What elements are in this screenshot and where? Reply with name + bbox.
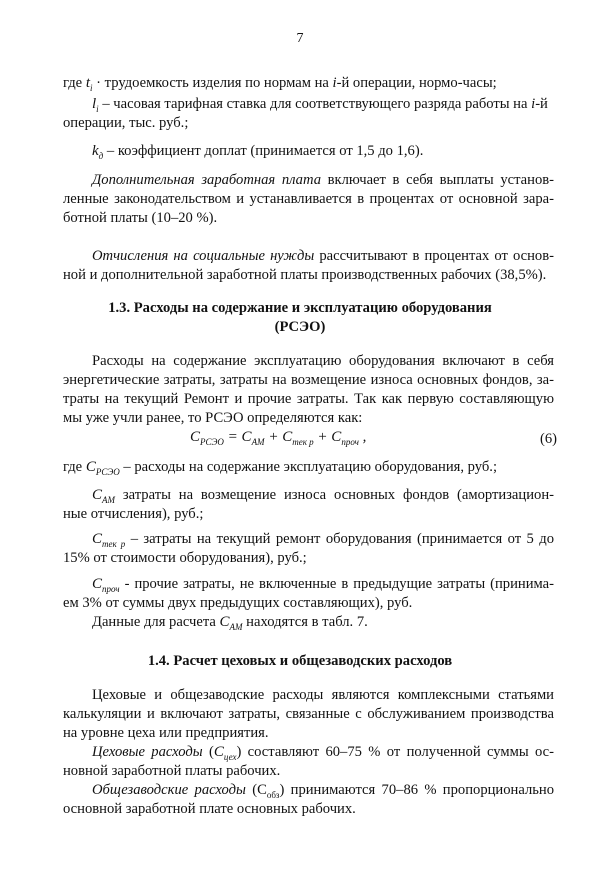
- section-heading-1-3: 1.3. Расходы на содержание и эксплуатацию оборудования: [108, 300, 492, 316]
- section-heading-1-3-cont: (РСЭО): [274, 319, 326, 335]
- para-otch-line2: ной и дополнительной заработной платы производственных рабочих (38,5%).: [63, 267, 547, 283]
- definition-t: где $t_i$ · трудоемкость изделия по нормам на i-й операции, нормо-часы;: [63, 75, 497, 93]
- definition-am-cont: ные отчисления), руб.;: [63, 506, 204, 522]
- definition-tek: $C_{тек р}$ – затраты на текущий ремонт оборудования (принимается от 5 до: [92, 531, 554, 549]
- para-ceh-line2: калькуляции и включают затраты, связанные с обслуживанием производства: [63, 706, 554, 722]
- definition-proch-cont: ем 3% от суммы двух предыдущих составляющих), руб.: [63, 595, 413, 611]
- para-ceh-line3: на уровне цеха или предприятия.: [63, 725, 269, 741]
- definition-rseo: где $C_{РСЭО}$ – расходы на содержание эксплуатацию оборудования, руб.;: [63, 459, 498, 477]
- section-heading-1-4: 1.4. Расчет цеховых и общезаводских расходов: [147, 653, 453, 669]
- definition-k: $k_д$ – коэффициент доплат (принимается от 1,5 до 1,6).: [92, 143, 424, 161]
- para-otch-line1: Отчисления на социальные нужды рассчитывают в процентах от основ-: [92, 248, 554, 264]
- definition-l-cont: операции, тыс. руб.;: [63, 115, 189, 131]
- para-ceh-line6: Общезаводские расходы $(С_{обз})$ принимаются 70–86 % пропорционально: [92, 782, 554, 800]
- definition-am: $C_{АМ}$ затраты на возмещение износа основных фондов (амортизацион-: [92, 487, 554, 505]
- table-reference: Данные для расчета $C_{АМ}$ находятся в табл. 7.: [92, 614, 368, 632]
- para-rseo-line3: траты на текущий Ремонт и прочие затраты. Так как первую составляющую: [63, 391, 554, 407]
- para-rseo-line1: Расходы на содержание эксплуатацию оборудования включают в себя: [92, 353, 554, 369]
- para-ceh-line1: Цеховые и общезаводские расходы являются комплексными статьями: [92, 687, 554, 703]
- page-number: 7: [296, 31, 304, 46]
- para-ceh-line7: основной заработной плате основных рабочих.: [63, 801, 356, 817]
- formula-6: $C_{РСЭО} = C_{АМ} + C_{тек р} + C_{проч}$ ,: [190, 429, 367, 447]
- para-dop-line3: ботной платы (10–20 %).: [63, 210, 218, 226]
- definition-proch: $C_{проч}$ - прочие затраты, не включенные в предыдущие затраты (принима-: [92, 576, 554, 594]
- para-ceh-line4: Цеховые расходы $(C_{цех})$ составляют 60–75 % от полученной суммы ос-: [92, 744, 554, 762]
- para-rseo-line4: мы уже учли ранее, то РСЭО определяются как:: [63, 410, 363, 426]
- para-dop-line1: Дополнительная заработная плата включает в себя выплаты установ-: [92, 172, 554, 188]
- definition-l: $l_i$ – часовая тарифная ставка для соответствующего разряда работы на i-й: [92, 96, 548, 114]
- definition-tek-cont: 15% от стоимости оборудования), руб.;: [63, 550, 307, 566]
- para-ceh-line5: новной заработной платы рабочих.: [63, 763, 281, 779]
- para-rseo-line2: энергетические затраты, затраты на возмещение износа основных фондов, за-: [63, 372, 554, 388]
- formula-number: (6): [540, 431, 558, 447]
- para-dop-line2: ленные законодательством и устанавливается в процентах от основной зара-: [63, 191, 554, 207]
